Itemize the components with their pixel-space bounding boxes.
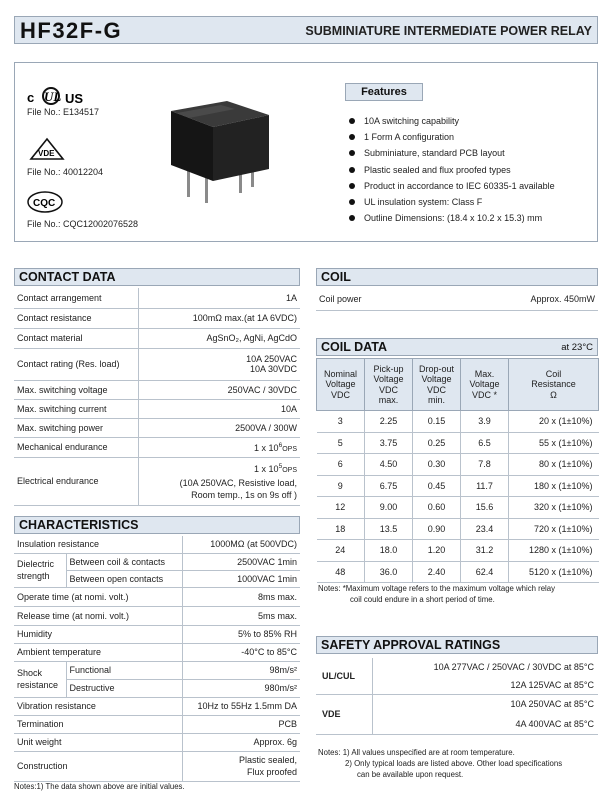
coil-data-table — [316, 358, 599, 583]
characteristics-note: Notes:1) The data shown above are initial values. — [14, 782, 185, 791]
cqc-cert — [27, 191, 138, 229]
table-row: Max. switching voltage 250VAC / 30VDC — [14, 380, 300, 399]
coil-title: COIL — [316, 268, 598, 286]
table-row: Unit weight Approx. 6g — [14, 733, 300, 751]
table-row: 5 3.75 0.25 6.5 55 x (1±10%) — [317, 432, 599, 454]
safety-table — [316, 658, 598, 735]
column-header: Pick-up Voltage VDC max. — [365, 359, 413, 411]
table-row: Between open contacts 1000VAC 1min — [14, 570, 300, 587]
table-row: Construction Plastic sealed, Flux proofed — [14, 751, 300, 781]
table-row: Max. switching power 2500VA / 300W — [14, 418, 300, 437]
coil-data-note: Notes: *Maximum voltage refers to the maximum voltage which relay coil could endure in a short period of time. — [318, 584, 556, 604]
ul-cert — [27, 85, 99, 117]
features-title: Features — [345, 83, 423, 101]
coil-data-title: COIL DATA at 23°C — [316, 338, 598, 356]
list-item: Outline Dimensions: (18.4 x 10.2 x 15.3) mm — [349, 210, 555, 226]
features-list — [349, 113, 555, 226]
table-row: Termination PCB — [14, 715, 300, 733]
table-row: 48 36.0 2.40 62.4 5120 x (1±10%) — [317, 561, 599, 583]
table-row: Mechanical endurance 1 x $10^6OPS$ — [14, 437, 300, 457]
svg-text:US: US — [65, 91, 84, 106]
safety-title: SAFETY APPROVAL RATINGS — [316, 636, 598, 654]
vde-file-number: File No.: 40012204 — [27, 167, 104, 177]
column-header: Drop-out Voltage VDC min. — [413, 359, 461, 411]
table-header-row — [317, 359, 599, 411]
table-row: 18 13.5 0.90 23.4 720 x (1±10%) — [317, 518, 599, 540]
table-row: Coil power Approx. 450mW — [316, 288, 598, 310]
list-item: 1 Form A configuration — [349, 129, 555, 145]
product-subtitle: SUBMINIATURE INTERMEDIATE POWER RELAY — [305, 24, 592, 38]
table-row: Release time (at nomi. volt.) 5ms max. — [14, 606, 300, 625]
column-header: Nominal Voltage VDC — [317, 359, 365, 411]
svg-text:VDE: VDE — [38, 149, 55, 158]
characteristics-table — [14, 536, 300, 782]
table-row: 12 9.00 0.60 15.6 320 x (1±10%) — [317, 497, 599, 519]
list-item: Product in accordance to IEC 60335-1 available — [349, 178, 555, 194]
coil-data-temperature: at 23°C — [561, 342, 593, 353]
column-header: Max. Voltage VDC * — [461, 359, 509, 411]
table-row: Vibration resistance 10Hz to 55Hz 1.5mm DA — [14, 697, 300, 715]
table-row: Contact resistance 100mΩ max.(at 1A 6VDC) — [14, 308, 300, 328]
list-item: Plastic sealed and flux proofed types — [349, 162, 555, 178]
table-row: UL/CUL 10A 277VAC / 250VAC / 30VDC at 85°C — [316, 658, 598, 676]
coil-table — [316, 288, 598, 311]
bullet-icon — [349, 183, 355, 189]
svg-text:CQC: CQC — [33, 198, 56, 209]
safety-note: Notes: 1) All values unspecified are at room temperature. 2) Only typical loads are listed above. Other load specifications can be available upon request. — [318, 748, 563, 779]
table-row: 24 18.0 1.20 31.2 1280 x (1±10%) — [317, 540, 599, 562]
table-row: Electrical endurance 1 x $10^5OPS$ (10A 250VAC, Resistive load, Room temp., 1s on 9s off ) — [14, 457, 300, 505]
table-row: 3 2.25 0.15 3.9 20 x (1±10%) — [317, 411, 599, 433]
list-item: UL insulation system: Class F — [349, 194, 555, 210]
model-name: HF32F-G — [20, 18, 123, 43]
table-row: 9 6.75 0.45 11.7 180 x (1±10%) — [317, 475, 599, 497]
table-row: Destructive 980m/s² — [14, 679, 300, 697]
bullet-icon — [349, 134, 355, 140]
table-row: Contact material AgSnO₂, AgNi, AgCdO — [14, 328, 300, 348]
contact-data-title: CONTACT DATA — [14, 268, 300, 286]
bullet-icon — [349, 215, 355, 221]
list-item: 10A switching capability — [349, 113, 555, 129]
vde-cert — [27, 137, 103, 177]
contact-data-table — [14, 288, 300, 506]
table-row: Insulation resistance 1000MΩ (at 500VDC) — [14, 536, 300, 553]
table-row: Contact arrangement 1A — [14, 288, 300, 308]
ul-file-number: File No.: E134517 — [27, 107, 100, 117]
cqc-mark-icon — [27, 191, 67, 213]
list-item: Subminiature, standard PCB layout — [349, 145, 555, 161]
table-row: Max. switching current 10A — [14, 399, 300, 418]
overview-box — [14, 62, 598, 242]
table-row: Operate time (at nomi. volt.) 8ms max. — [14, 587, 300, 606]
relay-product-image — [165, 89, 275, 207]
table-row: Dielectric strength Between coil & contacts 2500VAC 1min — [14, 553, 300, 570]
bullet-icon — [349, 118, 355, 124]
table-row: 6 4.50 0.30 7.8 80 x (1±10%) — [317, 454, 599, 476]
bullet-icon — [349, 199, 355, 205]
svg-text:c: c — [27, 90, 35, 105]
table-row: 12A 125VAC at 85°C — [316, 676, 598, 694]
ul-us-mark-icon — [27, 85, 97, 107]
table-row: Shock resistance Functional 98m/s² — [14, 661, 300, 679]
bullet-icon — [349, 150, 355, 156]
table-row: 4A 400VAC at 85°C — [316, 714, 598, 734]
table-row: Ambient temperature -40°C to 85°C — [14, 643, 300, 661]
column-header: Coil Resistance Ω — [509, 359, 599, 411]
table-row: VDE 10A 250VAC at 85°C — [316, 694, 598, 714]
cqc-file-number: File No.: CQC12002076528 — [27, 219, 139, 229]
table-row: Contact rating (Res. load) 10A 250VAC 10A 30VDC — [14, 348, 300, 380]
svg-text:UL: UL — [44, 89, 62, 104]
vde-mark-icon — [27, 137, 67, 163]
table-row: Humidity 5% to 85% RH — [14, 625, 300, 643]
bullet-icon — [349, 167, 355, 173]
characteristics-title: CHARACTERISTICS — [14, 516, 300, 534]
